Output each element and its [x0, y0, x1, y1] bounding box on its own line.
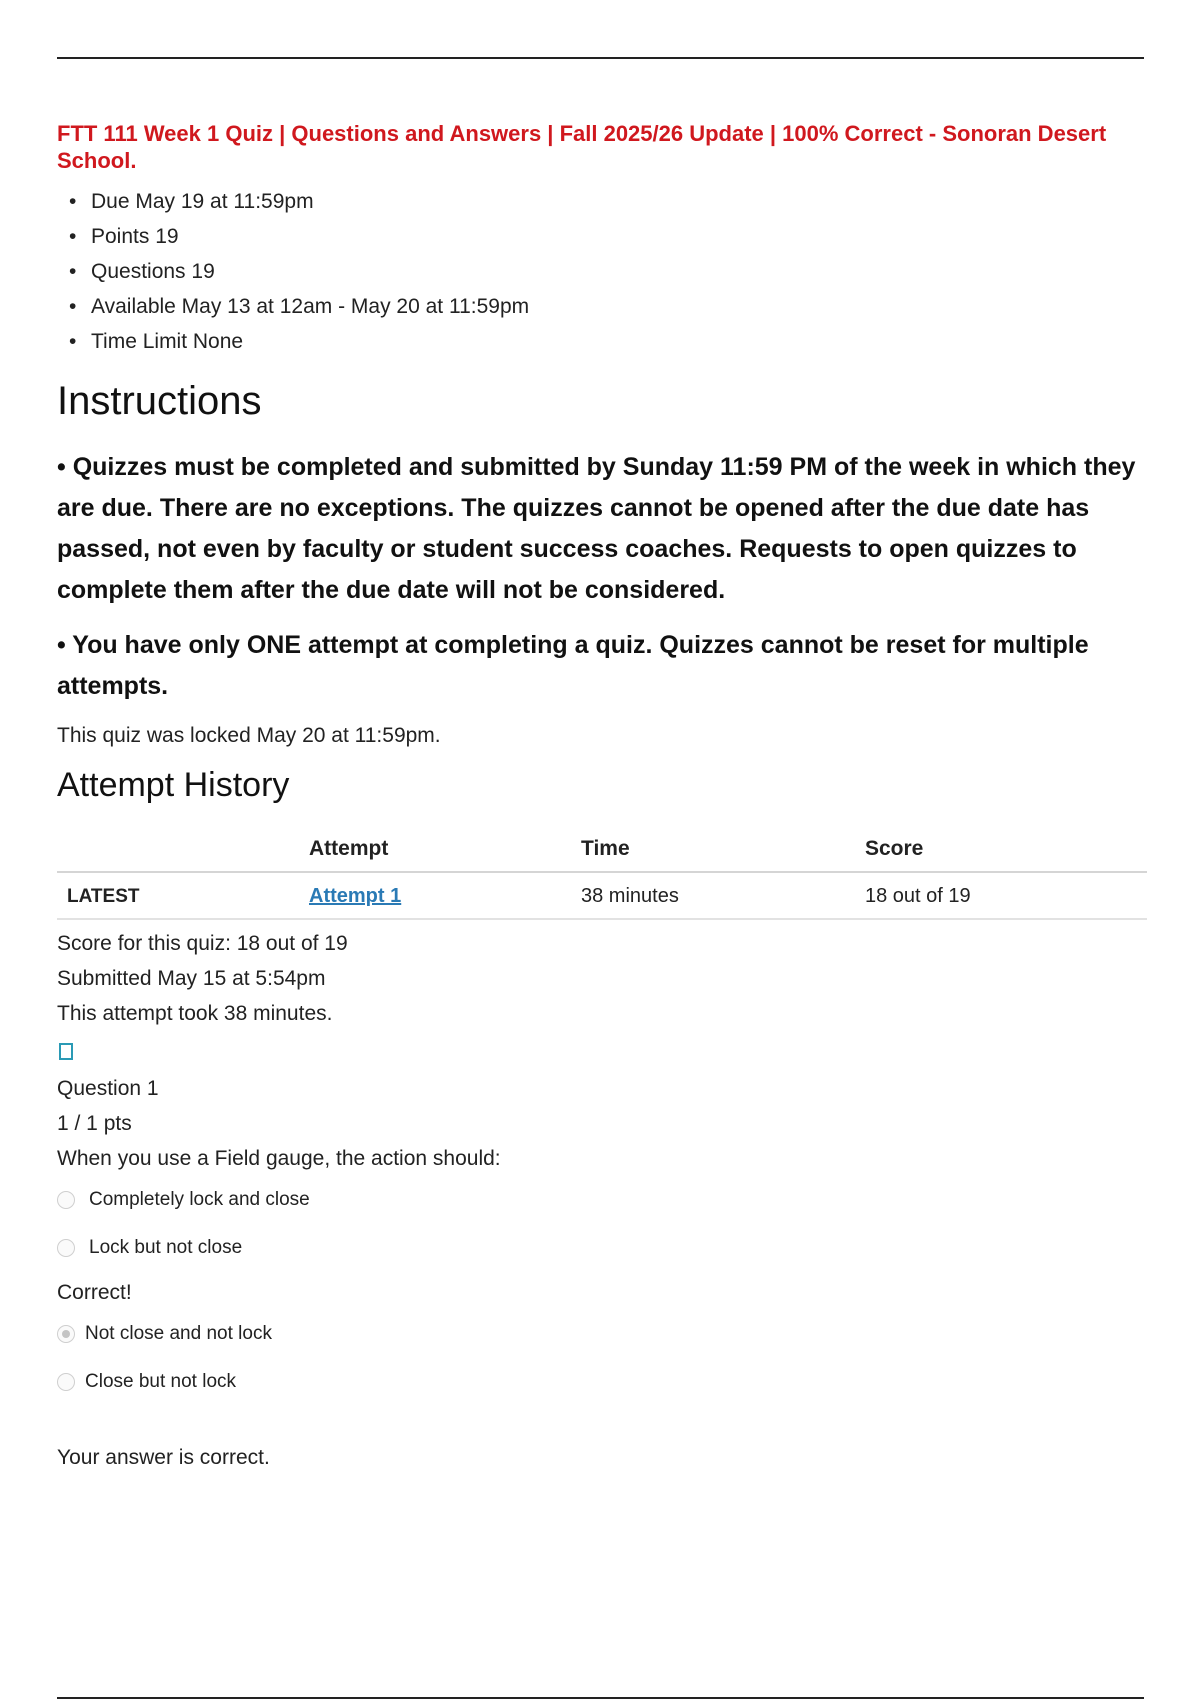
answer-option[interactable] — [57, 1176, 1147, 1224]
meta-time-limit: • Time Limit None — [69, 324, 1147, 359]
header-empty — [57, 827, 309, 872]
document-title: FTT 111 Week 1 Quiz | Questions and Answers | Fall 2025/26 Update | 100% Correct - Sonoran Desert School. — [57, 121, 1107, 173]
answer-option[interactable] — [57, 1358, 1147, 1406]
correct-label: Correct! — [57, 1281, 132, 1304]
bottom-rule — [57, 1697, 1144, 1699]
attempt-summary — [57, 926, 1147, 1031]
header-attempt: Attempt — [309, 827, 581, 872]
header-score: Score — [865, 827, 1147, 872]
meta-due: • Due May 19 at 11:59pm — [69, 184, 1147, 219]
summary-duration: This attempt took 38 minutes. — [57, 1002, 333, 1025]
answer-option-selected[interactable] — [57, 1310, 1147, 1358]
answer-label: Lock but not close — [89, 1237, 243, 1258]
attempt-history-heading: Attempt History — [57, 766, 290, 804]
question-prompt: When you use a Field gauge, the action should: — [57, 1147, 501, 1170]
table-row — [57, 872, 1147, 919]
quiz-meta-list — [69, 184, 1147, 359]
attempt-history-table — [57, 827, 1147, 920]
instruction-deadline: • Quizzes must be completed and submitted by Sunday 11:59 PM of the week in which they are due. There are no exceptions. The quizzes cannot be opened after the due date has passed, not even by faculty or student success coaches. Requests to open quizzes to complete them after the due date will not be considered. — [57, 453, 1136, 604]
question-number: Question 1 — [57, 1077, 159, 1100]
table-header-row — [57, 827, 1147, 872]
question-flag-icon[interactable] — [59, 1043, 73, 1060]
attempt-1-link[interactable]: Attempt 1 — [309, 885, 402, 907]
attempt-score: 18 out of 19 — [865, 872, 1147, 919]
answer-label: Not close and not lock — [85, 1323, 272, 1344]
radio-selected-icon[interactable] — [57, 1325, 75, 1343]
latest-tag: LATEST — [57, 872, 309, 919]
top-rule — [57, 57, 1144, 59]
answer-label: Completely lock and close — [89, 1189, 310, 1210]
summary-score: Score for this quiz: 18 out of 19 — [57, 932, 348, 955]
instructions-heading: Instructions — [57, 379, 262, 423]
question-block — [57, 1071, 1147, 1470]
locked-notice: This quiz was locked May 20 at 11:59pm. — [57, 724, 441, 747]
quiz-page — [57, 120, 1147, 1470]
answer-option[interactable] — [57, 1224, 1147, 1272]
radio-icon[interactable] — [57, 1191, 75, 1209]
meta-available: • Available May 13 at 12am - May 20 at 11:59pm — [69, 289, 1147, 324]
meta-points: • Points 19 — [69, 219, 1147, 254]
answer-label: Close but not lock — [85, 1371, 237, 1392]
header-time: Time — [581, 827, 865, 872]
question-points: 1 / 1 pts — [57, 1112, 132, 1135]
radio-icon[interactable] — [57, 1239, 75, 1257]
meta-questions: • Questions 19 — [69, 254, 1147, 289]
instruction-one-attempt: • You have only ONE attempt at completing a quiz. Quizzes cannot be reset for multiple attempts. — [57, 631, 1089, 700]
answer-feedback: Your answer is correct. — [57, 1446, 270, 1469]
summary-submitted: Submitted May 15 at 5:54pm — [57, 967, 326, 990]
radio-icon[interactable] — [57, 1373, 75, 1391]
attempt-time: 38 minutes — [581, 872, 865, 919]
